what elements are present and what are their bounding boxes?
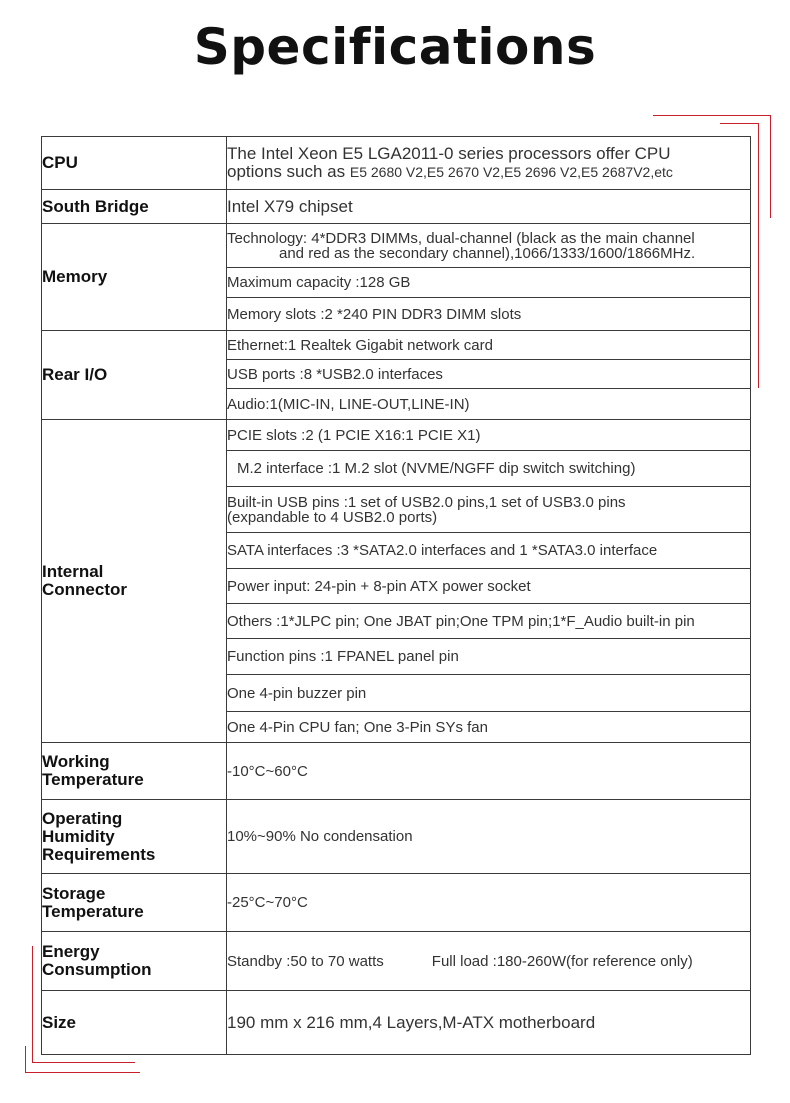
memory-technology-line1: Technology: 4*DDR3 DIMMs, dual-channel (black as the main channel [227,229,695,247]
spec-table [41,136,751,1055]
internal-pcie: PCIE slots :2 (1 PCIE X16:1 PCIE X1) [227,420,751,451]
rear-io-ethernet: Ethernet:1 Realtek Gigabit network card [227,331,751,360]
storage-temperature-label-line1: Storage [42,883,106,903]
table-row-storage-temperature [42,874,751,932]
energy-label-line1: Energy [42,942,100,961]
internal-connector-label [42,420,227,743]
energy-label [42,932,227,991]
cpu-label: CPU [42,137,227,190]
internal-usb-pins [227,487,751,533]
internal-power: Power input: 24-pin + 8-pin ATX power socket [227,569,751,604]
cpu-value-prefix: options such as [227,162,350,181]
working-temperature-label [42,743,227,800]
memory-technology-line2: and red as the secondary channel),1066/1333/1600/1866MHz. [279,244,696,262]
memory-label: Memory [42,224,227,331]
south-bridge-value: Intel X79 chipset [227,190,751,224]
cpu-value-line1: The Intel Xeon E5 LGA2011-0 series processors offer CPU [227,144,671,163]
storage-temperature-label [42,874,227,932]
size-value: 190 mm x 216 mm,4 Layers,M-ATX motherboard [227,991,751,1055]
storage-temperature-value: -25°C~70°C [227,874,751,932]
table-row-internal [42,420,751,451]
south-bridge-label: South Bridge [42,190,227,224]
rear-io-usb: USB ports :8 *USB2.0 interfaces [227,360,751,389]
cpu-value-models: E5 2680 V2,E5 2670 V2,E5 2696 V2,E5 2687V2,etc [349,164,673,180]
energy-full-load: Full load :180-260W(for reference only) [431,952,693,970]
energy-standby: Standby :50 to 70 watts [227,952,384,970]
internal-usb-pins-line1: Built-in USB pins :1 set of USB2.0 pins,1 set of USB3.0 pins [227,493,626,511]
table-row-cpu [42,137,751,190]
table-row-size [42,991,751,1055]
table-row-working-temperature [42,743,751,800]
internal-m2: M.2 interface :1 M.2 slot (NVME/NGFF dip switch switching) [227,451,751,487]
rear-io-label: Rear I/O [42,331,227,420]
internal-connector-label-line1: Internal [42,562,104,581]
internal-sata: SATA interfaces :3 *SATA2.0 interfaces and 1 *SATA3.0 interface [227,533,751,569]
internal-buzzer: One 4-pin buzzer pin [227,675,751,712]
humidity-label-line3: Requirements [42,844,156,864]
working-temperature-label-line2: Temperature [42,770,144,789]
working-temperature-label-line1: Working [42,752,110,771]
humidity-value: 10%~90% No condensation [227,800,751,874]
humidity-label [42,800,227,874]
cpu-value [227,137,751,190]
internal-fans: One 4-Pin CPU fan; One 3-Pin SYs fan [227,712,751,743]
table-row-rear-io [42,331,751,360]
humidity-label-line2: Humidity [42,826,115,846]
storage-temperature-label-line2: Temperature [42,901,144,921]
rear-io-audio: Audio:1(MIC-IN, LINE-OUT,LINE-IN) [227,389,751,420]
internal-connector-label-line2: Connector [42,580,127,599]
table-row-south-bridge [42,190,751,224]
working-temperature-value: -10°C~60°C [227,743,751,800]
table-row-memory [42,224,751,268]
energy-value [227,932,751,991]
internal-usb-pins-line2: (expandable to 4 USB2.0 ports) [227,508,438,526]
memory-slots: Memory slots :2 *240 PIN DDR3 DIMM slots [227,298,751,331]
memory-capacity: Maximum capacity :128 GB [227,268,751,298]
table-row-humidity [42,800,751,874]
internal-others: Others :1*JLPC pin; One JBAT pin;One TPM pin;1*F_Audio built-in pin [227,604,751,639]
internal-function-pins: Function pins :1 FPANEL panel pin [227,639,751,675]
memory-technology [227,224,751,268]
table-row-energy [42,932,751,991]
cpu-value-line2 [227,163,750,181]
page-title: Specifications [193,18,597,76]
size-label: Size [42,991,227,1055]
energy-label-line2: Consumption [42,960,152,979]
humidity-label-line1: Operating [42,808,123,828]
